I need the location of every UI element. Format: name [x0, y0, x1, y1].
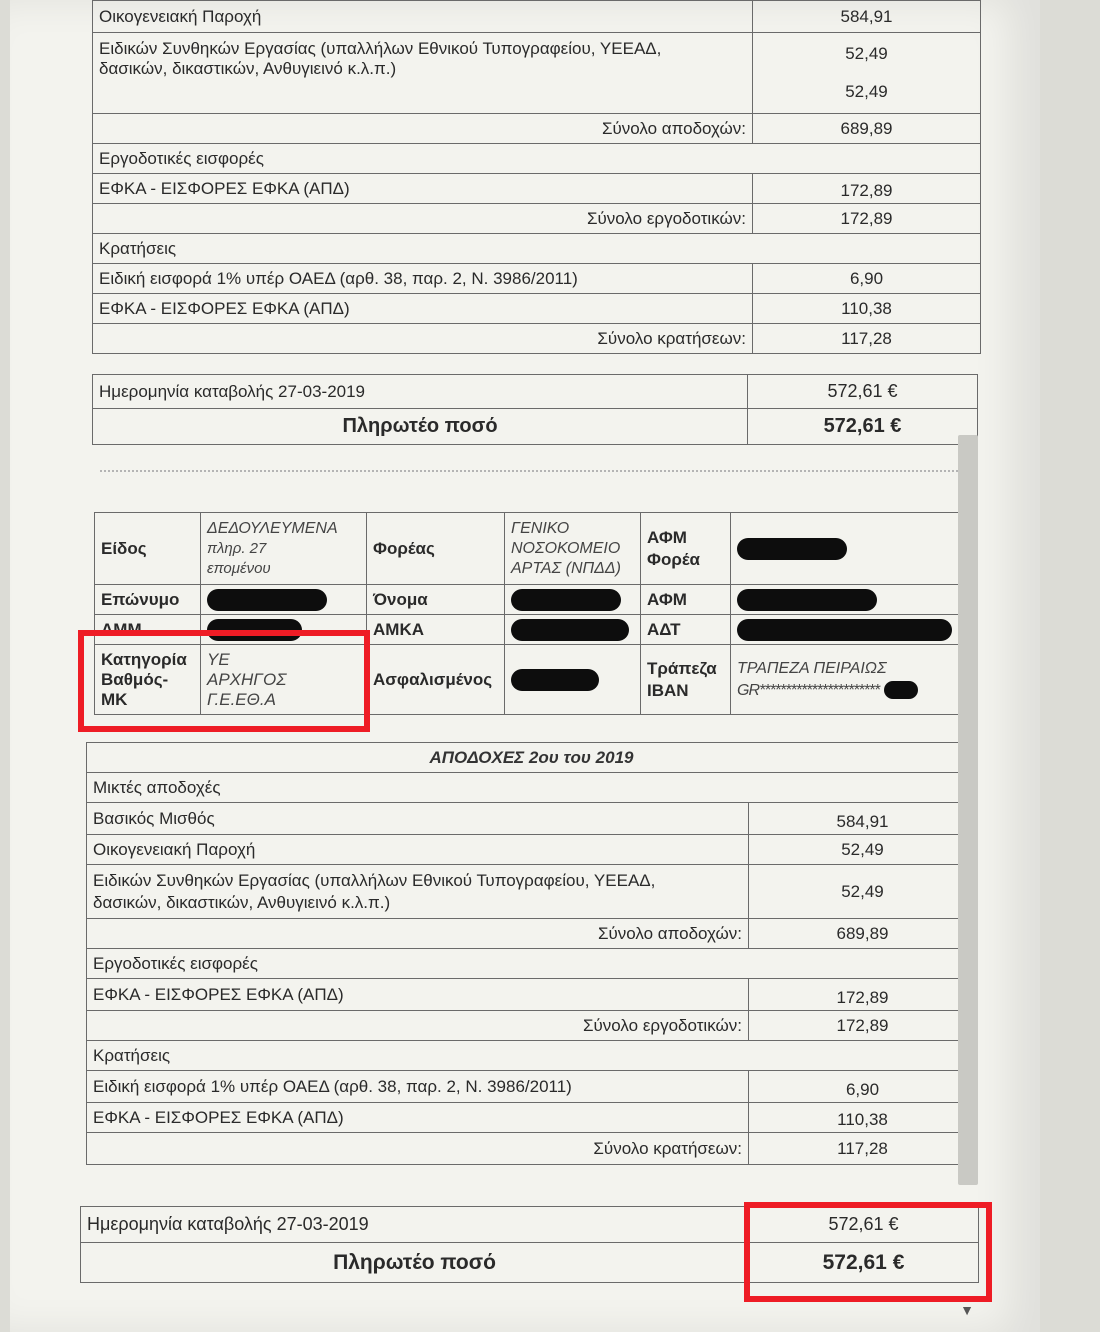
bottom-employer-total-label: Σύνολο εργοδοτικών:	[87, 1011, 749, 1041]
top-deduction-row: ΕΦΚΑ - ΕΙΣΦΟΡΕΣ ΕΦΚΑ (ΑΠΔ)	[93, 294, 753, 324]
bottom-deduction-value: 6,90	[749, 1071, 977, 1103]
top-deductions-total-label: Σύνολο κρατήσεων:	[93, 324, 753, 354]
bottom-row-label: Ειδικών Συνθηκών Εργασίας (υπαλλήλων Εθνικού Τυπογραφείου, ΥΕΕΑΔ, δασικών, δικαστικών, Ανθυγιεινό κ.λ.π.)	[87, 865, 749, 919]
bottom-deduction-row: Ειδική εισφορά 1% υπέρ ΟΑΕΔ (αρθ. 38, παρ. 2, Ν. 3986/2011)	[87, 1071, 749, 1103]
eidos-value: ΔΕΔΟΥΛΕΥΜΕΝΑ πληρ. 27 επομένου	[201, 513, 367, 585]
bottom-row-value: 52,49	[749, 865, 977, 919]
scrollbar[interactable]	[958, 435, 978, 1185]
bottom-payment-date: Ημερομηνία καταβολής 27-03-2019	[81, 1207, 749, 1243]
bottom-employer-value: 172,89	[749, 979, 977, 1011]
adt-label: ΑΔΤ	[641, 615, 731, 645]
top-earnings-table	[92, 0, 981, 354]
bottom-deductions-total-label: Σύνολο κρατήσεων:	[87, 1133, 749, 1165]
redaction	[207, 589, 327, 611]
trapeza-value: ΤΡΑΠΕΖΑ ΠΕΙΡΑΙΩΣ GR***********************	[731, 645, 975, 715]
bottom-total-label: Σύνολο αποδοχών:	[87, 919, 749, 949]
top-row-label: Οικογενειακή Παροχή	[93, 1, 753, 33]
afm-value	[731, 585, 975, 615]
bottom-row-value: 584,91	[749, 803, 977, 835]
top-employer-row: ΕΦΚΑ - ΕΙΣΦΟΡΕΣ ΕΦΚΑ (ΑΠΔ)	[93, 174, 753, 204]
bottom-total-value: 689,89	[749, 919, 977, 949]
bottom-deductions-header: Κρατήσεις	[87, 1041, 977, 1071]
top-employer-value: 172,89	[753, 174, 981, 204]
afm-foreas-value	[731, 513, 975, 585]
adt-value	[731, 615, 975, 645]
eponymo-label: Επώνυμο	[95, 585, 201, 615]
top-payment-table	[92, 374, 978, 445]
foreas-value: ΓΕΝΙΚΟ ΝΟΣΟΚΟΜΕΙΟ ΑΡΤΑΣ (ΝΠΔΔ)	[505, 513, 641, 585]
redaction	[511, 669, 599, 691]
top-deduction-value: 6,90	[753, 264, 981, 294]
kat-value: ΥΕ ΑΡΧΗΓΟΣ Γ.Ε.ΕΘ.Α	[201, 645, 367, 715]
bottom-earnings-table	[86, 742, 977, 1165]
bottom-deductions-total-value: 117,28	[749, 1133, 977, 1165]
highlight-box-payable	[744, 1202, 992, 1302]
bottom-deduction-row: ΕΦΚΑ - ΕΙΣΦΟΡΕΣ ΕΦΚΑ (ΑΠΔ)	[87, 1103, 749, 1133]
onoma-value	[505, 585, 641, 615]
divider	[100, 470, 970, 472]
onoma-label: Όνομα	[367, 585, 505, 615]
redaction	[737, 538, 847, 560]
afm-label: ΑΦΜ	[641, 585, 731, 615]
top-payment-amount: 572,61 €	[748, 375, 978, 409]
redaction	[737, 619, 952, 641]
redaction	[511, 589, 621, 611]
bottom-employer-row: ΕΦΚΑ - ΕΙΣΦΟΡΕΣ ΕΦΚΑ (ΑΠΔ)	[87, 979, 749, 1011]
bottom-employer-header: Εργοδοτικές εισφορές	[87, 949, 977, 979]
top-payable-label: Πληρωτέο ποσό	[93, 409, 748, 445]
eidos-label: Είδος	[95, 513, 201, 585]
top-payment-date: Ημερομηνία καταβολής 27-03-2019	[93, 375, 748, 409]
top-deductions-total-value: 117,28	[753, 324, 981, 354]
bottom-payable-amount: 572,61 €	[749, 1243, 979, 1283]
top-row-value: 52,49 52,49	[753, 33, 981, 114]
top-row-value: 584,91	[753, 1, 981, 33]
top-employer-header: Εργοδοτικές εισφορές	[93, 144, 981, 174]
bottom-payable-label: Πληρωτέο ποσό	[81, 1243, 749, 1283]
bottom-row-label: Οικογενειακή Παροχή	[87, 835, 749, 865]
amka-label: ΑΜΚΑ	[367, 615, 505, 645]
amka-value	[505, 615, 641, 645]
eponymo-value	[201, 585, 367, 615]
bottom-gross-header: Μικτές αποδοχές	[87, 773, 977, 803]
redaction	[884, 681, 918, 699]
afm-foreas-label: ΑΦΜ Φορέα	[641, 513, 731, 585]
bottom-row-label: Βασικός Μισθός	[87, 803, 749, 835]
kat-label: Κατηγορία Βαθμός- ΜΚ	[95, 645, 201, 715]
top-total-value: 689,89	[753, 114, 981, 144]
top-deduction-value: 110,38	[753, 294, 981, 324]
top-total-label: Σύνολο αποδοχών:	[93, 114, 753, 144]
redaction	[737, 589, 877, 611]
top-payable-amount: 572,61 €	[748, 409, 978, 445]
highlight-box-category	[78, 630, 370, 732]
asfal-label: Ασφαλισμένος	[367, 645, 505, 715]
amm-label: ΑΜΜ	[95, 615, 201, 645]
bottom-payment-amount: 572,61 €	[749, 1207, 979, 1243]
bottom-deduction-value: 110,38	[749, 1103, 977, 1133]
top-deductions-header: Κρατήσεις	[93, 234, 981, 264]
foreas-label: Φορέας	[367, 513, 505, 585]
scroll-down-icon[interactable]: ▼	[960, 1302, 974, 1318]
trapeza-label: Τράπεζα IBAN	[641, 645, 731, 715]
asfal-value	[505, 645, 641, 715]
top-row-label: Ειδικών Συνθηκών Εργασίας (υπαλλήλων Εθνικού Τυπογραφείου, ΥΕΕΑΔ, δασικών, δικαστικών, Ανθυγιεινό κ.λ.π.)	[93, 33, 753, 114]
bottom-title: ΑΠΟΔΟΧΕΣ 2ου του 2019	[87, 743, 977, 773]
bottom-employer-total-value: 172,89	[749, 1011, 977, 1041]
redaction	[511, 619, 629, 641]
payslip-paper	[10, 0, 1040, 1332]
top-employer-total-label: Σύνολο εργοδοτικών:	[93, 204, 753, 234]
bottom-row-value: 52,49	[749, 835, 977, 865]
top-employer-total-value: 172,89	[753, 204, 981, 234]
top-deduction-row: Ειδική εισφορά 1% υπέρ ΟΑΕΔ (αρθ. 38, παρ. 2, Ν. 3986/2011)	[93, 264, 753, 294]
